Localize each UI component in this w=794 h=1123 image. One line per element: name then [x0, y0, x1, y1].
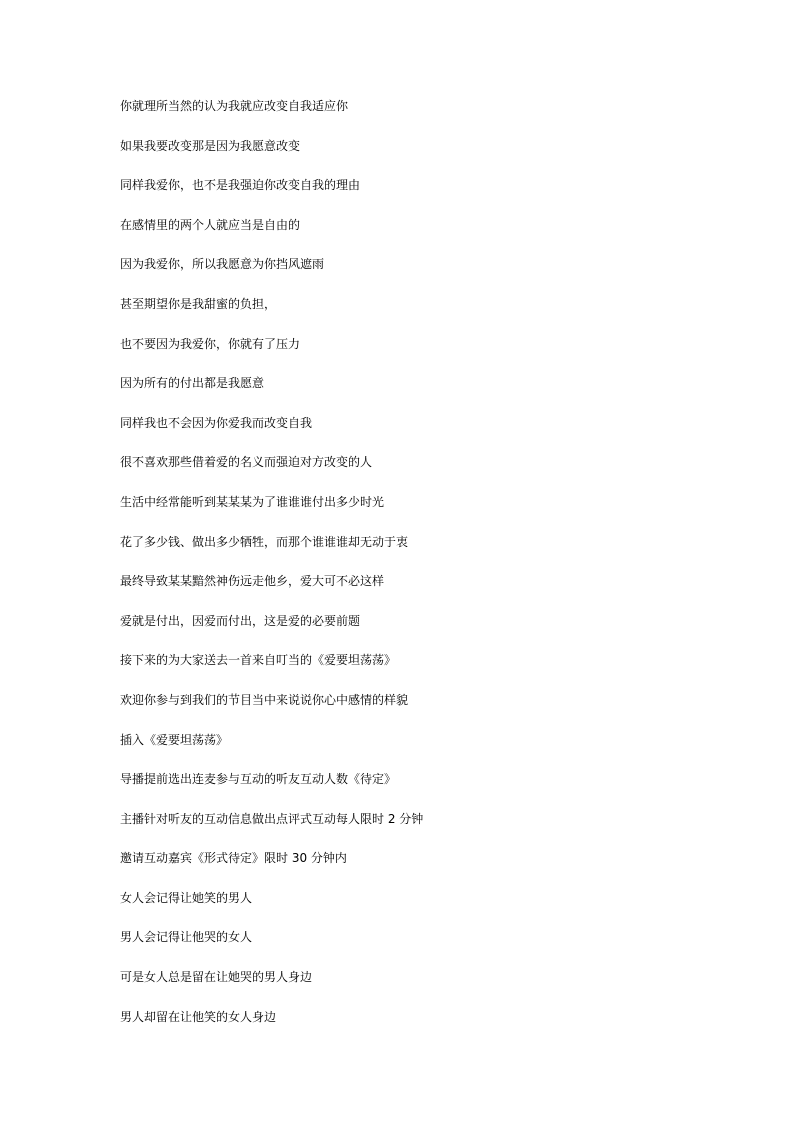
text-line: 可是女人总是留在让她哭的男人身边	[120, 970, 313, 985]
text-line: 爱就是付出，因爱而付出，这是爱的必要前题	[120, 613, 361, 628]
text-line: 最终导致某某黯然神伤远走他乡，爱大可不必这样	[120, 574, 385, 589]
text-line: 接下来的为大家送去一首来自叮当的《爱要坦荡荡》	[120, 653, 397, 668]
text-line: 同样我也不会因为你爱我而改变自我	[120, 415, 313, 430]
text-line: 甚至期望你是我甜蜜的负担，	[120, 296, 277, 311]
text-lines	[120, 97, 720, 1047]
text-line: 主播针对听友的互动信息做出点评式互动每人限时 2 分钟	[120, 811, 424, 826]
text-line: 如果我要改变那是因为我愿意改变	[120, 138, 301, 153]
text-line: 很不喜欢那些借着爱的名义而强迫对方改变的人	[120, 455, 373, 470]
text-line: 女人会记得让她笑的男人	[120, 890, 253, 905]
text-line: 因为所有的付出都是我愿意	[120, 376, 265, 391]
text-line: 在感情里的两个人就应当是自由的	[120, 217, 301, 232]
text-line: 也不要因为我爱你，你就有了压力	[120, 336, 301, 351]
text-line: 男人却留在让他笑的女人身边	[120, 1009, 277, 1024]
text-line: 因为我爱你，所以我愿意为你挡风遮雨	[120, 257, 325, 272]
text-line: 插入《爱要坦荡荡》	[120, 732, 229, 747]
text-line: 欢迎你参与到我们的节目当中来说说你心中感情的样貌	[120, 692, 409, 707]
text-line: 花了多少钱、做出多少牺牲，而那个谁谁谁却无动于衷	[120, 534, 409, 549]
text-line: 生活中经常能听到某某某为了谁谁谁付出多少时光	[120, 494, 385, 509]
text-line: 同样我爱你，也不是我强迫你改变自我的理由	[120, 178, 361, 193]
text-line: 导播提前选出连麦参与互动的听友互动人数《待定》	[120, 772, 397, 787]
text-line: 邀请互动嘉宾《形式待定》限时 30 分钟内	[120, 851, 347, 866]
text-line: 男人会记得让他哭的女人	[120, 930, 253, 945]
text-line: 你就理所当然的认为我就应改变自我适应你	[120, 99, 349, 113]
